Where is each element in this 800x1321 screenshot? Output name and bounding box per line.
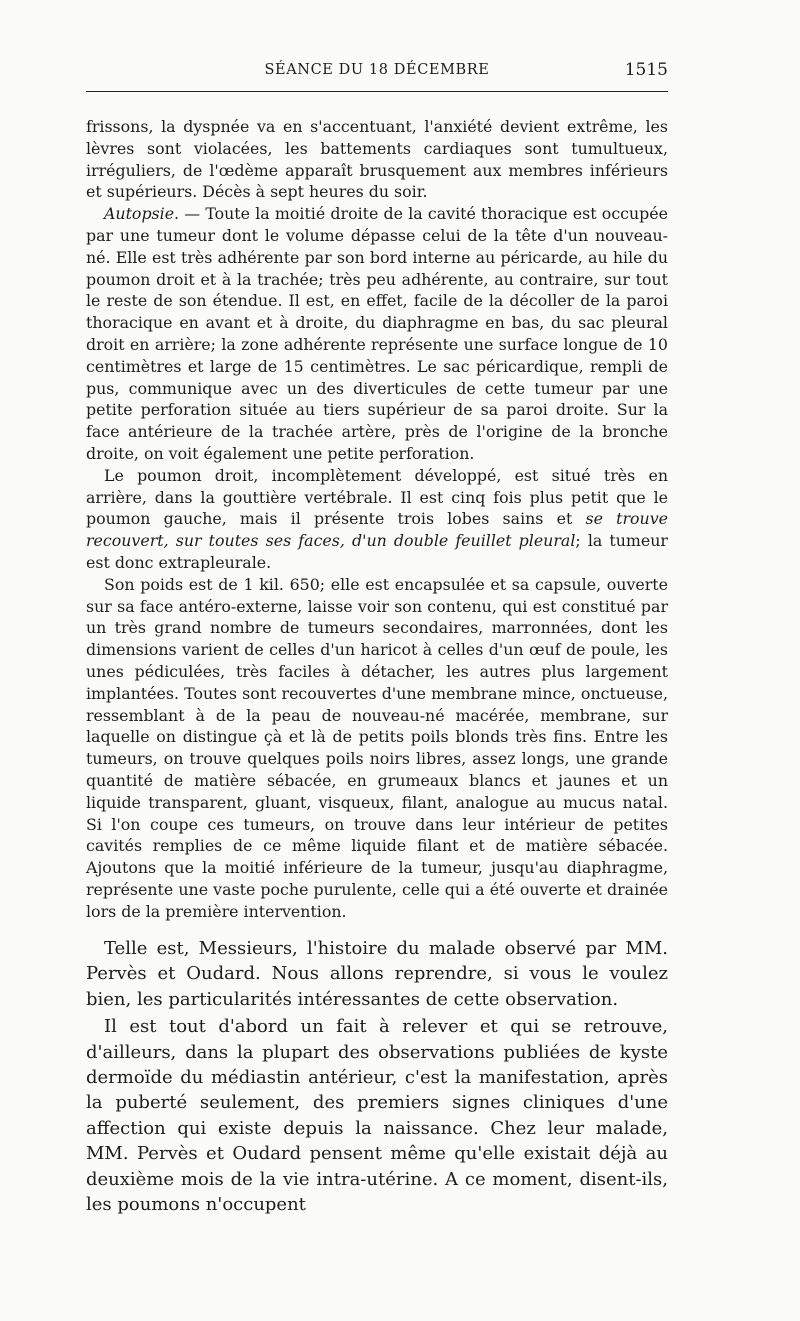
running-title: SÉANCE DU 18 DÉCEMBRE: [264, 62, 490, 78]
right-lung-text-end: ; la tumeur est donc extrapleurale.: [86, 531, 668, 572]
header-rule: [86, 91, 668, 92]
autopsy-label: Autopsie.: [104, 204, 180, 224]
page-header: [86, 58, 668, 92]
right-lung-italic: se trouve recouvert, sur toutes ses faces, d'un double feuillet pleural: [86, 509, 668, 551]
case-report-text: [86, 116, 668, 922]
right-lung-text-start: Le poumon droit, incomplètement développé, est situé très en arrière, dans la gouttière vertébrale. Il est cinq fois plus petit que le poumon gauche, mais il présente trois lobes sains et: [86, 465, 668, 529]
discussion-text: [86, 936, 668, 1217]
paragraph-tumor-weight: Son poids est de 1 kil. 650; elle est encapsulée et sa capsule, ouverte sur sa face antéro-externe, laisse voir son contenu, qui est constitué par un très grand nombre de tumeurs secondaires, marronnées, dont les dimensions varient de celles d'un haricot à celles d'un œuf de poule, les unes pédiculées, très faciles à détacher, les autres plus largement implantées. Toutes sont recouvertes d'une membrane mince, onctueuse, ressemblant à de la peau de nouveau-né macérée, membrane, sur laquelle on distingue çà et là de petits poils blonds très fins. Entre les tumeurs, on trouve quelques poils noirs libres, assez longs, une grande quantité de matière sébacée, en grumeaux blancs et jaunes et un liquide transparent, gluant, visqueux, filant, analogue au mucus natal. Si l'on coupe ces tumeurs, on trouve dans leur intérieur de petites cavités remplies de ce même liquide filant et de matière sébacée. Ajoutons que la moitié inférieure de la tumeur, jusqu'au diaphragme, représente une vaste poche purulente, celle qui a été ouverte et drainée lors de la première intervention.: [86, 574, 668, 921]
paragraph-autopsy: [86, 203, 668, 465]
paragraph-first-fact: Il est tout d'abord un fait à relever et qui se retrouve, d'ailleurs, dans la plupart des observations publiées de kyste dermoïde du médiastin antérieur, c'est la manifestation, après la puberté seulement, des premiers signes cliniques d'une affection qui existe depuis la naissance. Chez leur malade, MM. Pervès et Oudard pensent même qu'elle existait déjà au deuxième mois de la vie intra-utérine. A ce moment, disent-ils, les poumons n'occupent: [86, 1016, 668, 1216]
paragraph-history-summary: Telle est, Messieurs, l'histoire du malade observé par MM. Pervès et Oudard. Nous allons reprendre, si vous le voulez bien, les particularités intéressantes de cette observation.: [86, 938, 668, 1010]
paragraph-right-lung: [86, 465, 668, 574]
paragraph-symptoms: frissons, la dyspnée va en s'accentuant, l'anxiété devient extrême, les lèvres sont violacées, les battements cardiaques sont tumultueux, irréguliers, de l'œdème apparaît brusquement aux membres inférieurs et supérieurs. Décès à sept heures du soir.: [86, 117, 668, 202]
page-number: 1515: [624, 60, 668, 80]
autopsy-text: — Toute la moitié droite de la cavité thoracique est occupée par une tumeur dont le volume dépasse celui de la tête d'un nouveau-né. Elle est très adhérente par son bord interne au péricarde, au hile du poumon droit et à la trachée; très peu adhérente, au contraire, sur tout le reste de son étendue. Il est, en effet, facile de la décoller de la paroi thoracique en avant et à droite, du diaphragme en bas, du sac pleural droit en arrière; la zone adhérente représente une surface longue de 10 centimètres et large de 15 centimètres. Le sac péricardique, rempli de pus, communique avec un des diverticules de cette tumeur par une petite perforation située au tiers supérieur de sa paroi droite. Sur la face antérieure de la trachée artère, près de l'origine de la bronche droite, on voit également une petite perforation.: [86, 204, 668, 463]
